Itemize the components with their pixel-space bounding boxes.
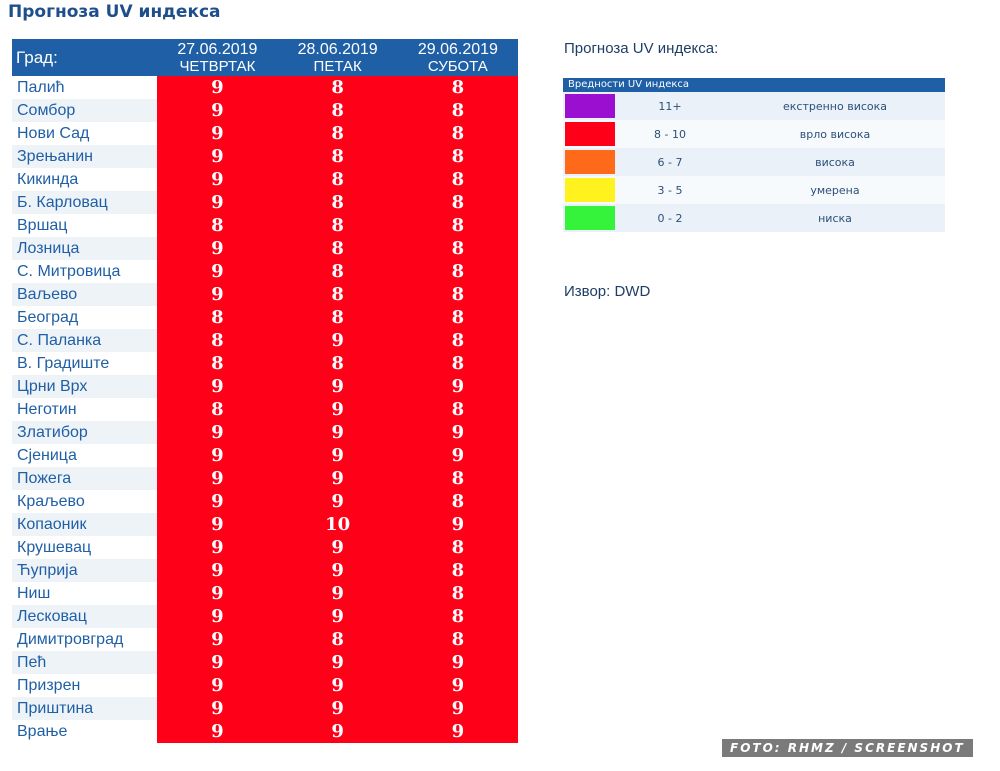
uv-value-cell: 9 — [278, 605, 398, 628]
uv-value-cell: 8 — [398, 283, 518, 306]
table-row — [12, 283, 518, 306]
legend-row — [563, 92, 945, 120]
city-name: Лесковац — [12, 605, 157, 628]
uv-value-cell: 8 — [398, 582, 518, 605]
uv-value-cell: 9 — [157, 467, 277, 490]
uv-value-cell: 9 — [398, 697, 518, 720]
city-name: Лозница — [12, 237, 157, 260]
city-name: С. Митровица — [17, 263, 121, 280]
table-row — [12, 674, 518, 697]
uv-value-cell: 8 — [398, 628, 518, 651]
city-name: Приштина — [12, 697, 157, 720]
city-name: Кикинда — [17, 171, 79, 188]
uv-value-cell: 8 — [278, 352, 398, 375]
uv-value-cell: 8 — [398, 559, 518, 582]
uv-value-cell: 8 — [157, 329, 277, 352]
legend-color-swatch — [565, 122, 615, 146]
uv-value-cell: 9 — [278, 421, 398, 444]
uv-value-cell: 8 — [278, 99, 398, 122]
table-row — [12, 306, 518, 329]
table-row — [12, 145, 518, 168]
legend-header: Вредности UV индекса — [563, 78, 945, 92]
uv-value-cell: 8 — [157, 398, 277, 421]
uv-value-cell: 9 — [157, 582, 277, 605]
table-row — [12, 352, 518, 375]
uv-value-cell: 8 — [278, 214, 398, 237]
uv-value-cell: 9 — [278, 582, 398, 605]
table-row — [12, 651, 518, 674]
uv-value-cell: 9 — [398, 674, 518, 697]
table-row — [12, 168, 518, 191]
uv-value-cell: 8 — [398, 237, 518, 260]
uv-value-cell: 9 — [157, 605, 277, 628]
uv-value-cell: 8 — [278, 306, 398, 329]
uv-value-cell: 9 — [157, 421, 277, 444]
uv-value-cell: 8 — [398, 467, 518, 490]
uv-value-cell: 8 — [398, 168, 518, 191]
table-body — [12, 76, 518, 743]
day-column-header — [157, 39, 277, 76]
legend-range: 3 - 5 — [657, 183, 683, 197]
table-row — [12, 99, 518, 122]
uv-value-cell: 9 — [157, 283, 277, 306]
legend-color-swatch — [565, 178, 615, 202]
legend-row — [563, 148, 945, 176]
table-row — [12, 467, 518, 490]
day-column-header — [278, 39, 398, 76]
legend-range: 6 - 7 — [657, 155, 683, 169]
city-name: Сомбор — [12, 99, 157, 122]
city-column-header: Град: — [12, 39, 157, 76]
uv-value-cell: 8 — [398, 260, 518, 283]
uv-value-cell: 9 — [157, 628, 277, 651]
city-name: Ваљево — [12, 283, 157, 306]
city-name: Палић — [17, 79, 65, 96]
uv-value-cell: 9 — [398, 513, 518, 536]
city-name: Пожега — [12, 467, 157, 490]
table-row — [12, 513, 518, 536]
city-name: Крушевац — [17, 539, 92, 556]
uv-value-cell: 9 — [157, 191, 277, 214]
day-date: 28.06.2019 — [297, 40, 378, 58]
table-row — [12, 237, 518, 260]
legend-level: умерена — [810, 183, 860, 197]
uv-value-cell: 9 — [278, 720, 398, 743]
uv-value-cell: 9 — [157, 513, 277, 536]
uv-value-cell: 9 — [278, 651, 398, 674]
city-name: Врање — [17, 723, 68, 740]
city-name: Б. Карловац — [12, 191, 157, 214]
city-name: Ћуприја — [12, 559, 157, 582]
day-date: 29.06.2019 — [417, 40, 498, 58]
table-row — [12, 76, 518, 99]
city-name: Београд — [17, 309, 79, 326]
uv-value-cell: 8 — [398, 490, 518, 513]
table-row — [12, 260, 518, 283]
uv-value-cell: 9 — [278, 329, 398, 352]
photo-credit: FOTO: RHMZ / SCREENSHOT — [722, 739, 973, 757]
city-name: С. Паланка — [12, 329, 157, 352]
uv-value-cell: 9 — [157, 168, 277, 191]
uv-value-cell: 9 — [278, 536, 398, 559]
uv-value-cell: 9 — [157, 490, 277, 513]
city-name: Димитровград — [17, 631, 124, 648]
uv-value-cell: 8 — [398, 76, 518, 99]
table-row — [12, 375, 518, 398]
legend-title: Прогноза UV индекса: — [564, 40, 719, 57]
uv-value-cell: 9 — [398, 651, 518, 674]
uv-value-cell: 9 — [278, 674, 398, 697]
uv-value-cell: 10 — [278, 513, 398, 536]
uv-value-cell: 9 — [278, 467, 398, 490]
legend-level: врло висока — [799, 127, 871, 141]
uv-value-cell: 8 — [398, 536, 518, 559]
city-name: Црни Врх — [12, 375, 157, 398]
city-name: Сјеница — [17, 447, 77, 464]
uv-value-cell: 9 — [278, 375, 398, 398]
city-name: Златибор — [12, 421, 157, 444]
uv-value-cell: 9 — [278, 444, 398, 467]
city-name: Призрен — [17, 677, 81, 694]
page-title: Прогноза UV индекса — [8, 2, 221, 22]
uv-value-cell: 8 — [398, 352, 518, 375]
source-label: Извор: DWD — [564, 283, 651, 300]
uv-value-cell: 9 — [278, 697, 398, 720]
uv-value-cell: 8 — [398, 99, 518, 122]
uv-value-cell: 9 — [398, 444, 518, 467]
legend-level: екстренно висока — [782, 99, 888, 113]
city-name: Копаоник — [12, 513, 157, 536]
uv-value-cell: 8 — [278, 145, 398, 168]
uv-value-cell: 8 — [278, 237, 398, 260]
uv-value-cell: 9 — [398, 720, 518, 743]
uv-value-cell: 8 — [398, 306, 518, 329]
city-name: Ниш — [17, 585, 51, 602]
uv-value-cell: 8 — [398, 145, 518, 168]
city-name: Пећ — [12, 651, 157, 674]
uv-value-cell: 8 — [398, 605, 518, 628]
city-name: Нови Сад — [17, 125, 90, 142]
uv-value-cell: 8 — [398, 191, 518, 214]
uv-value-cell: 9 — [278, 490, 398, 513]
table-row — [12, 444, 518, 467]
table-row — [12, 720, 518, 743]
day-weekday: ЧЕТВРТАК — [179, 57, 256, 75]
day-date: 27.06.2019 — [177, 40, 258, 58]
legend-row — [563, 176, 945, 204]
uv-value-cell: 8 — [278, 122, 398, 145]
uv-value-cell: 9 — [278, 559, 398, 582]
uv-value-cell: 8 — [398, 398, 518, 421]
table-row — [12, 421, 518, 444]
uv-value-cell: 9 — [157, 674, 277, 697]
uv-value-cell: 9 — [157, 559, 277, 582]
uv-value-cell: 9 — [278, 398, 398, 421]
table-row — [12, 122, 518, 145]
uv-value-cell: 9 — [398, 375, 518, 398]
table-row — [12, 582, 518, 605]
legend-level: ниска — [818, 211, 852, 225]
legend-level: висока — [815, 155, 855, 169]
uv-value-cell: 8 — [398, 122, 518, 145]
uv-value-cell: 9 — [157, 76, 277, 99]
uv-value-cell: 9 — [157, 237, 277, 260]
table-row — [12, 697, 518, 720]
uv-value-cell: 8 — [398, 329, 518, 352]
uv-value-cell: 9 — [398, 421, 518, 444]
legend-color-swatch — [565, 206, 615, 230]
legend-color-swatch — [565, 94, 615, 118]
uv-value-cell: 9 — [157, 444, 277, 467]
uv-value-cell: 8 — [157, 306, 277, 329]
uv-value-cell: 8 — [278, 168, 398, 191]
day-column-header — [398, 39, 518, 76]
uv-value-cell: 9 — [157, 122, 277, 145]
table-row — [12, 536, 518, 559]
uv-legend — [563, 78, 945, 232]
table-header-row — [12, 39, 518, 76]
table-row — [12, 329, 518, 352]
legend-row — [563, 204, 945, 232]
legend-row — [563, 120, 945, 148]
table-row — [12, 398, 518, 421]
table-row — [12, 490, 518, 513]
uv-value-cell: 9 — [157, 260, 277, 283]
table-row — [12, 628, 518, 651]
city-name: В. Градиште — [17, 355, 110, 372]
uv-value-cell: 9 — [157, 720, 277, 743]
table-row — [12, 214, 518, 237]
city-name: Вршац — [17, 217, 68, 234]
city-name: Зрењанин — [12, 145, 157, 168]
legend-color-swatch — [565, 150, 615, 174]
city-name: Краљево — [17, 493, 85, 510]
uv-value-cell: 9 — [157, 697, 277, 720]
city-name: Неготин — [17, 401, 77, 418]
legend-range: 8 - 10 — [654, 127, 686, 141]
uv-value-cell: 8 — [278, 191, 398, 214]
legend-rows — [563, 92, 945, 232]
table-row — [12, 191, 518, 214]
uv-value-cell: 8 — [157, 214, 277, 237]
uv-value-cell: 9 — [157, 145, 277, 168]
uv-value-cell: 8 — [278, 283, 398, 306]
uv-value-cell: 9 — [157, 375, 277, 398]
day-weekday: ПЕТАК — [313, 57, 362, 75]
uv-value-cell: 8 — [398, 214, 518, 237]
day-weekday: СУБОТА — [427, 57, 488, 75]
uv-value-cell: 9 — [157, 99, 277, 122]
table-row — [12, 559, 518, 582]
table-row — [12, 605, 518, 628]
uv-value-cell: 8 — [157, 352, 277, 375]
uv-value-cell: 9 — [157, 536, 277, 559]
uv-value-cell: 8 — [278, 260, 398, 283]
legend-range: 11+ — [658, 99, 682, 113]
uv-value-cell: 8 — [278, 628, 398, 651]
uv-forecast-table — [12, 39, 518, 743]
uv-value-cell: 8 — [278, 76, 398, 99]
legend-range: 0 - 2 — [657, 211, 683, 225]
uv-value-cell: 9 — [157, 651, 277, 674]
